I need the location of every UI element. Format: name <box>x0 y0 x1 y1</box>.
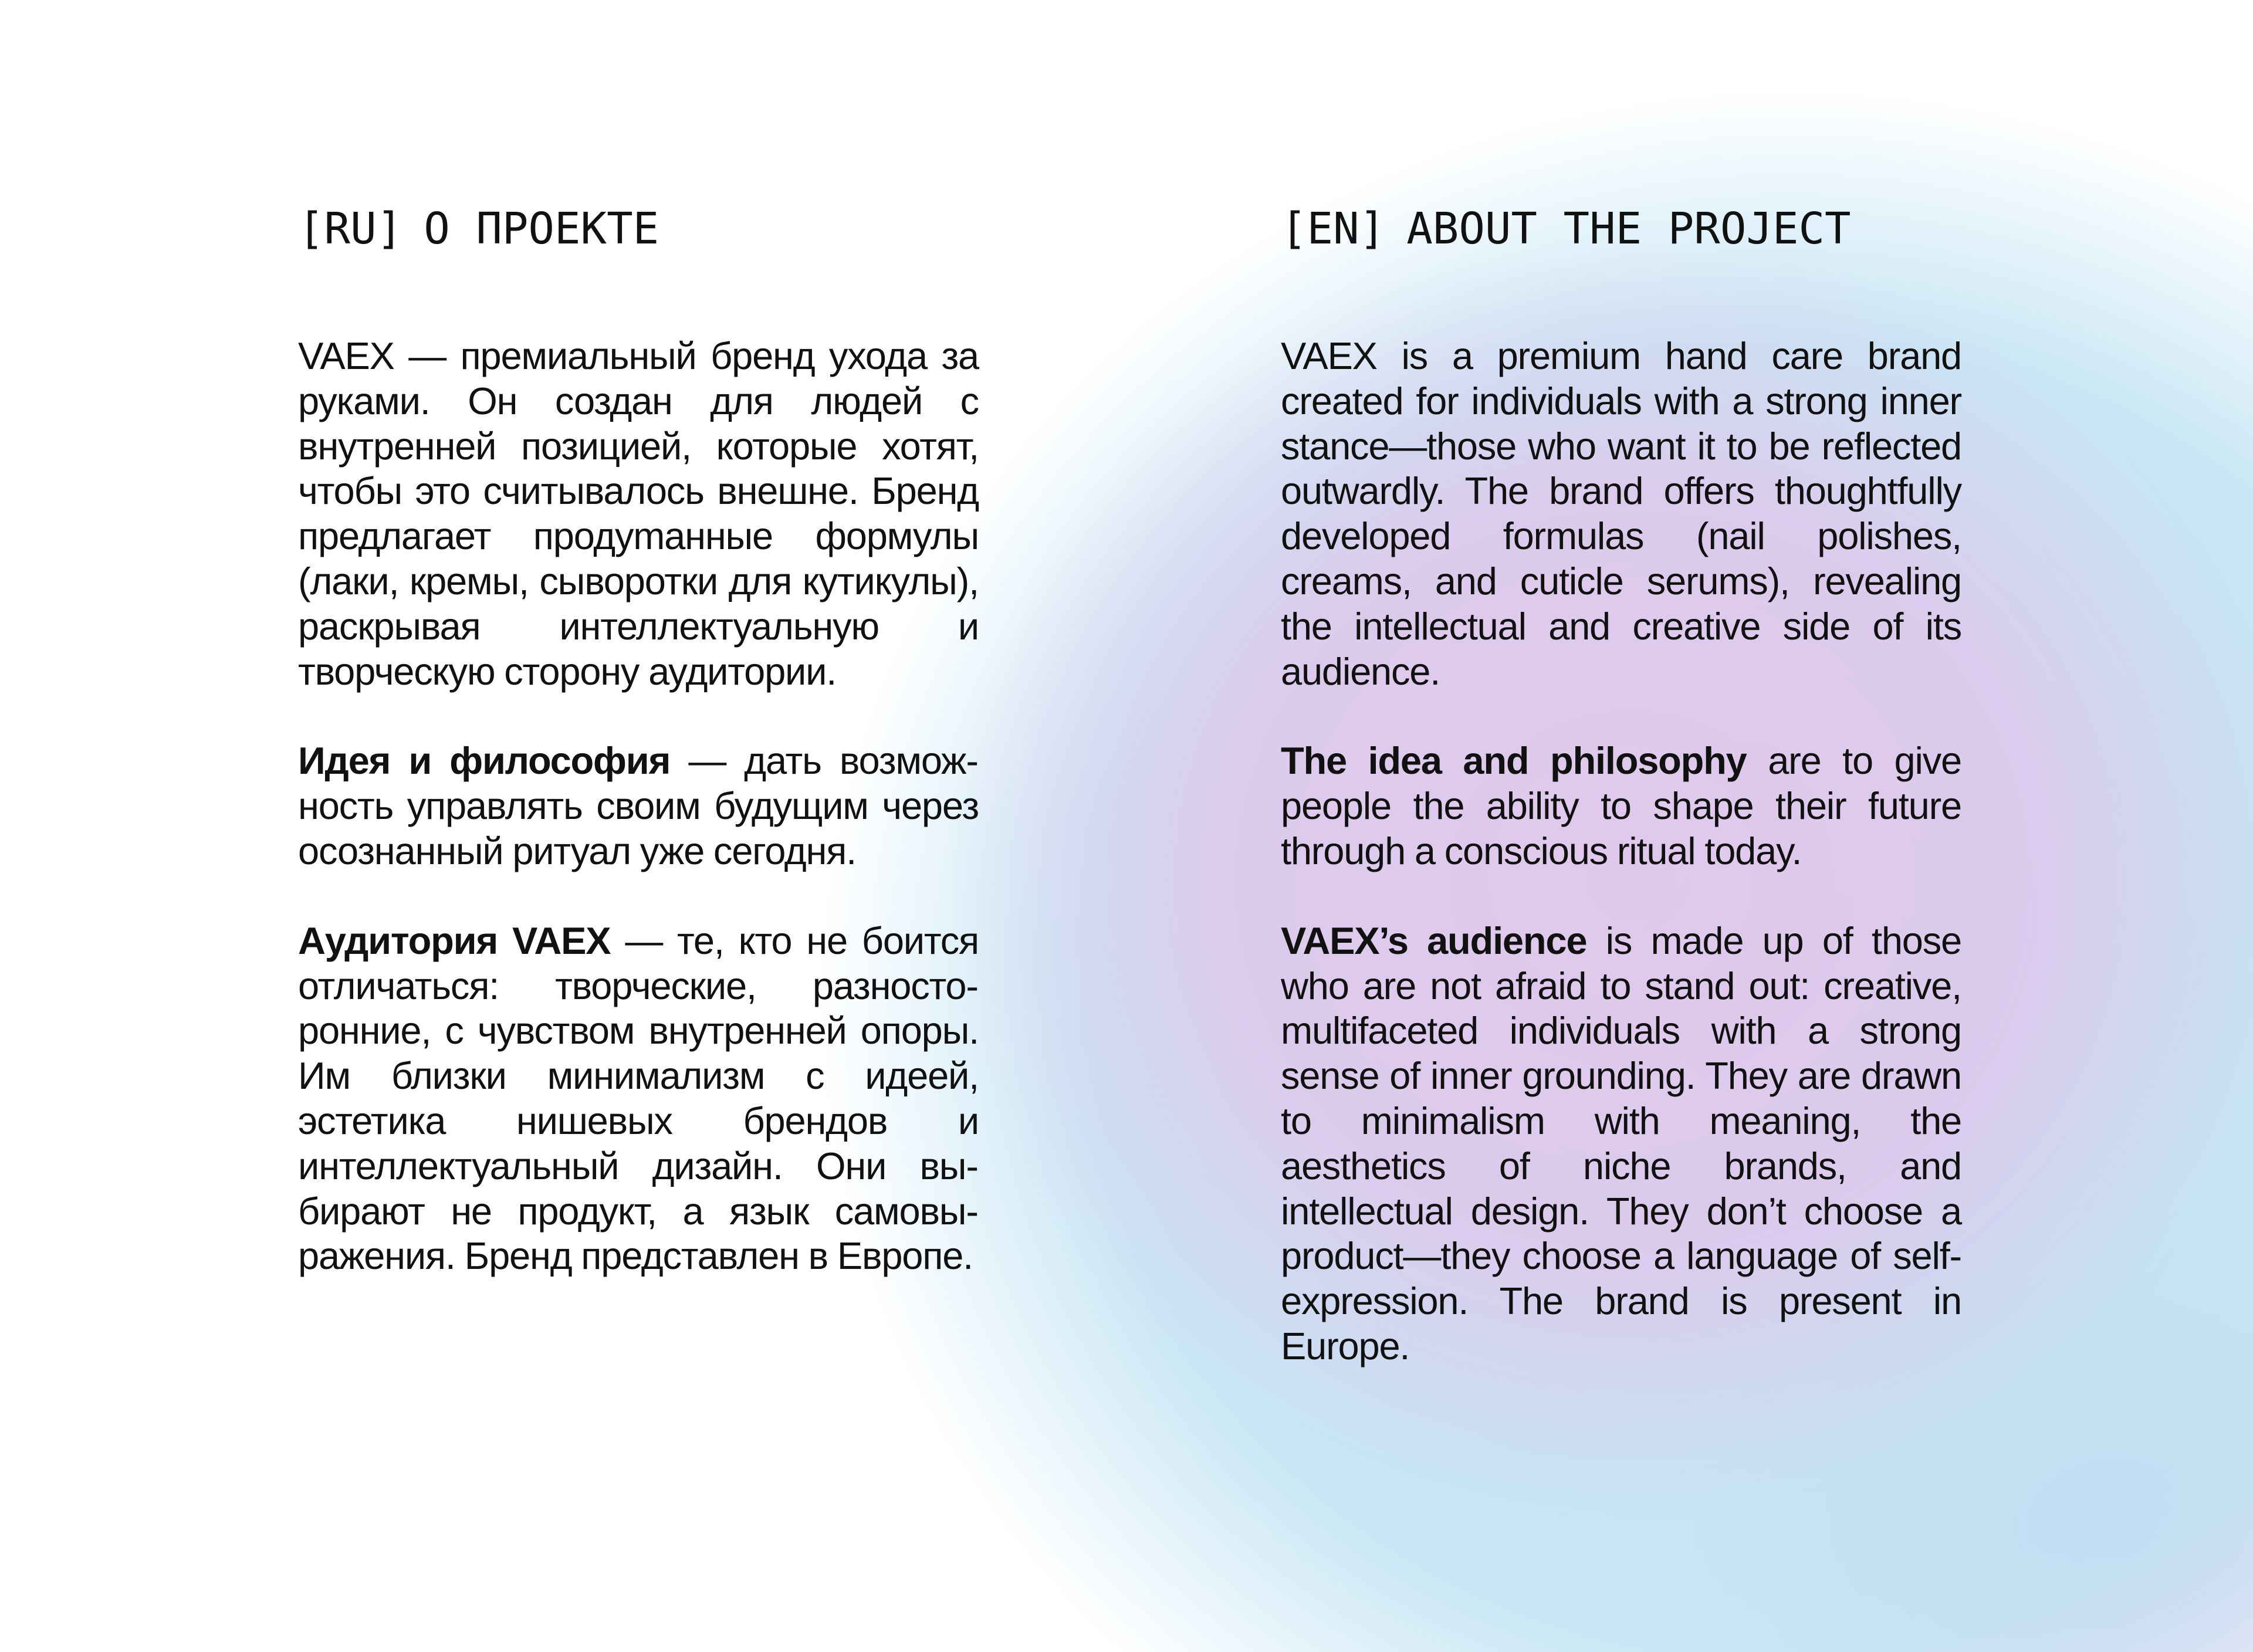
ru-paragraph-audience <box>298 919 979 1279</box>
en-title: ABOUT THE PROJECT <box>1406 204 1851 254</box>
en-paragraph-audience <box>1281 919 1961 1369</box>
ru-language-tag: [RU] <box>298 204 403 254</box>
en-audience-text: is made up of those who are not afraid to stand out: creative, multifaceted individuals with a strong sense of inner grounding. They are drawn to minimalism with meaning, the aesthetics of niche brands, and intellectual design. They don’t choose a product—they choose a language of self-expression. The brand is present in Europe. <box>1281 919 1961 1367</box>
ru-audience-text: — те, кто не боится отличаться: творческие, разносторонние, с чувством внутренней опоры. Им близки минимализм с идеей, эстетика нишевых брендов и интеллектуальный дизайн. Они выбирают не продукт, а язык самовыражения. Бренд представлен в Европе. <box>298 919 979 1278</box>
en-idea-text: are to give people the ability to shape their future through a conscious ritual today. <box>1281 739 1961 872</box>
ru-paragraph-intro: VAEX — премиальный бренд ухода за руками. Он создан для людей с внутренней позицией, которые хотят, чтобы это считывалось внешне. Бренд предлагает продуmанные формулы (лаки, кремы, сыворотки для кутикулы), раскрывая интеллектуальную и творческую сторону аудитории. <box>298 334 979 693</box>
ru-title: О ПРОЕКТЕ <box>424 204 659 254</box>
en-paragraph-idea <box>1281 739 1961 874</box>
en-body <box>1281 334 1961 1414</box>
en-idea-label: The idea and philosophy <box>1281 739 1747 783</box>
ru-paragraph-idea <box>298 739 979 874</box>
ru-audience-label: Аудитория VAEX <box>298 919 611 962</box>
en-paragraph-intro: VAEX is a premium hand care brand created for individuals with a strong inner stance—those who want it to be reflected outwardly. The brand offers thoughtfully developed formulas (nail polishes, creams, and cuticle serums), revealing the intellectual and creative side of its audience. <box>1281 334 1961 693</box>
ru-heading <box>298 202 659 255</box>
ru-body <box>298 334 979 1323</box>
ru-idea-text: — дать возможность управлять своим будущим через осознанный ритуал уже сегодня. <box>298 739 979 872</box>
en-heading <box>1281 202 1851 255</box>
en-language-tag: [EN] <box>1281 204 1386 254</box>
en-audience-label: VAEX’s audience <box>1281 919 1587 962</box>
ru-idea-label: Идея и философия <box>298 739 671 783</box>
